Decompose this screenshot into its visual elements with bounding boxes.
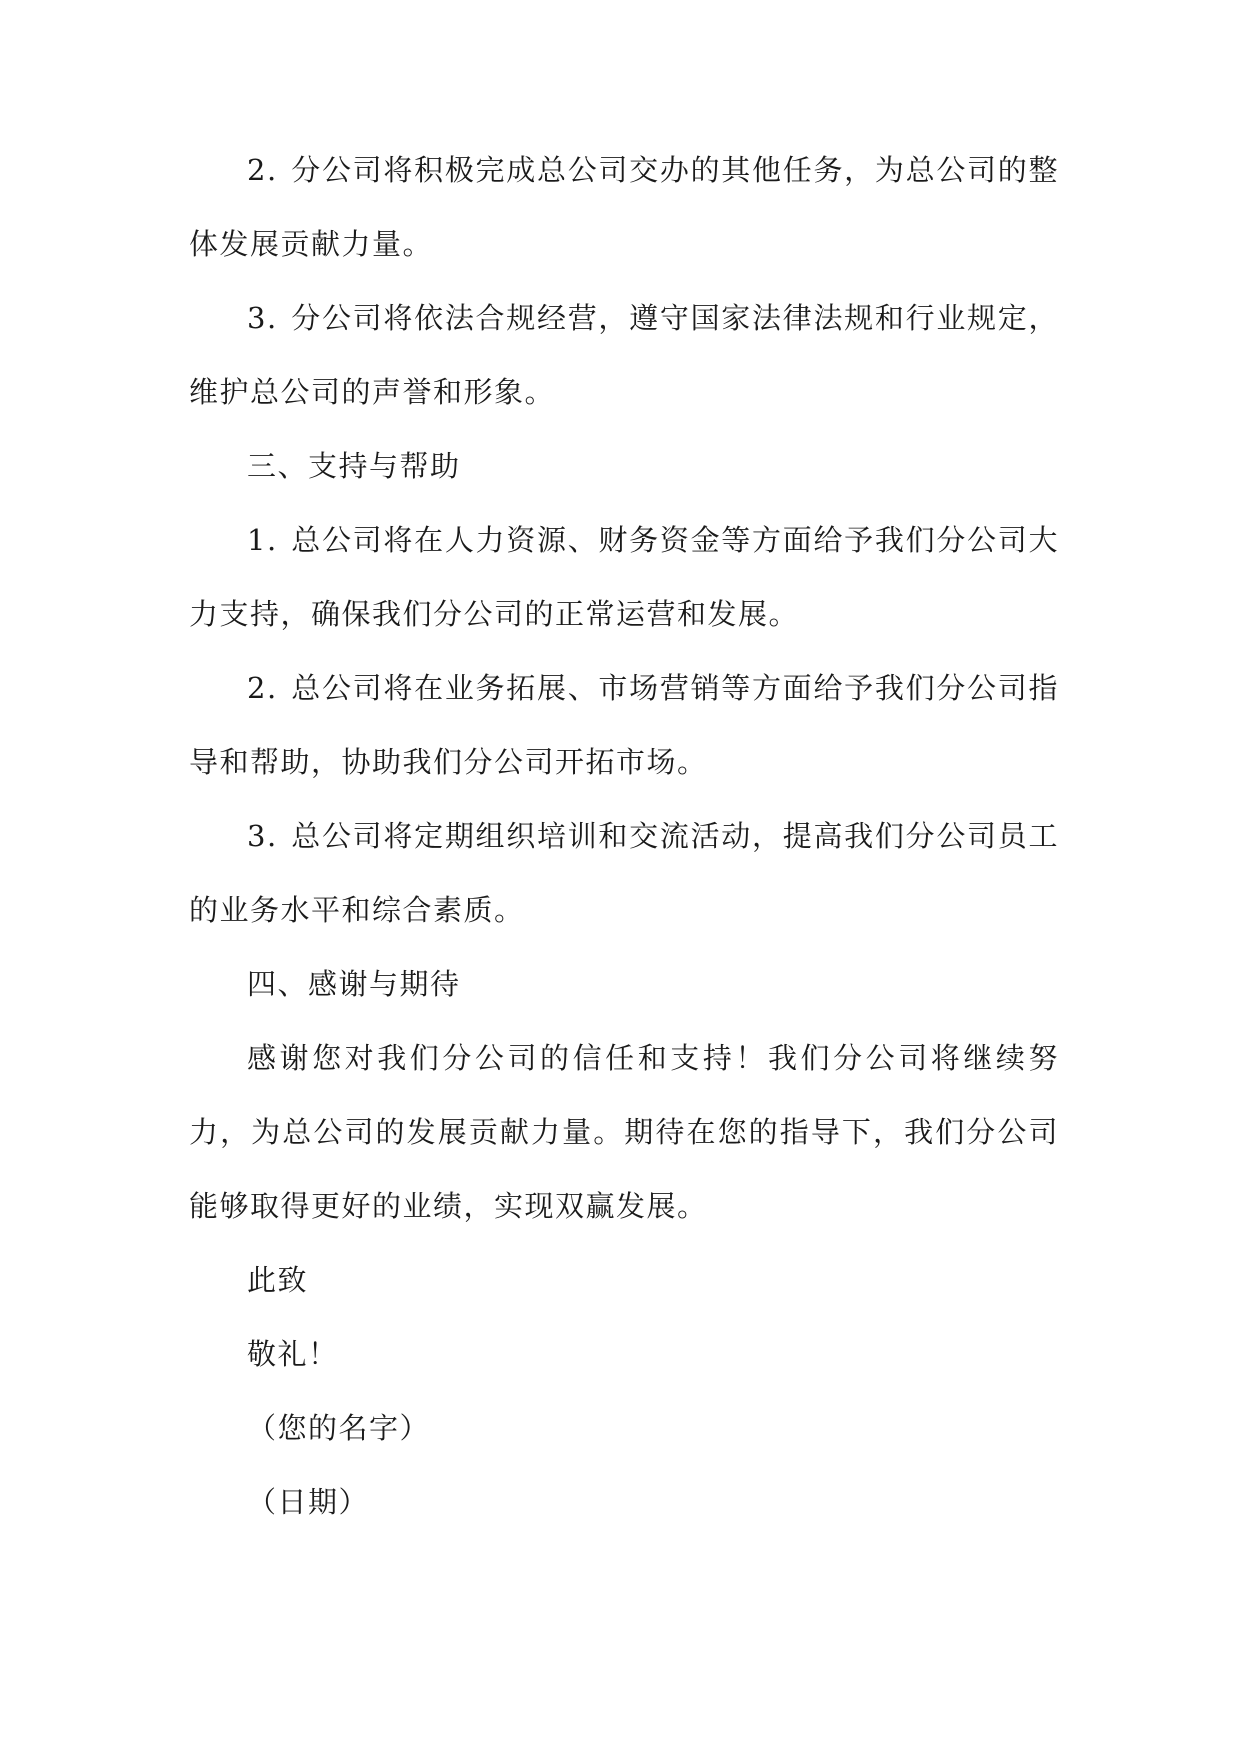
item-number: 3.: [247, 819, 278, 853]
list-item: [189, 133, 1059, 281]
signature-name-placeholder: （您的名字）: [247, 1411, 431, 1445]
section-heading-thanks: 四、感谢与期待: [247, 967, 461, 1001]
item-text: 分公司将依法合规经营，遵守国家法律法规和行业规定，维护总公司的声誉和形象。: [189, 301, 1059, 409]
item-text: 总公司将定期组织培训和交流活动，提高我们分公司员工的业务水平和综合素质。: [189, 819, 1059, 927]
list-item: [189, 799, 1059, 947]
list-item: [189, 651, 1059, 799]
item-text: 分公司将积极完成总公司交办的其他任务，为总公司的整体发展贡献力量。: [189, 153, 1059, 261]
closing-salutation: 此致: [247, 1263, 309, 1297]
item-number: 3.: [247, 301, 278, 335]
signature-date-placeholder: （日期）: [247, 1485, 370, 1519]
item-number: 2.: [247, 153, 278, 187]
item-text: 总公司将在人力资源、财务资金等方面给予我们分公司大力支持，确保我们分公司的正常运营和发展。: [189, 523, 1059, 631]
item-number: 1.: [247, 523, 278, 557]
thanks-paragraph: 感谢您对我们分公司的信任和支持！我们分公司将继续努力，为总公司的发展贡献力量。期待在您的指导下，我们分公司能够取得更好的业绩，实现双赢发展。: [189, 1041, 1059, 1223]
list-item: [189, 503, 1059, 651]
closing-regards: 敬礼！: [247, 1337, 339, 1371]
item-number: 2.: [247, 671, 278, 705]
list-item: [189, 281, 1059, 429]
document-body: [189, 133, 1059, 1539]
item-text: 总公司将在业务拓展、市场营销等方面给予我们分公司指导和帮助，协助我们分公司开拓市场。: [189, 671, 1059, 779]
section-heading-support: 三、支持与帮助: [247, 449, 461, 483]
